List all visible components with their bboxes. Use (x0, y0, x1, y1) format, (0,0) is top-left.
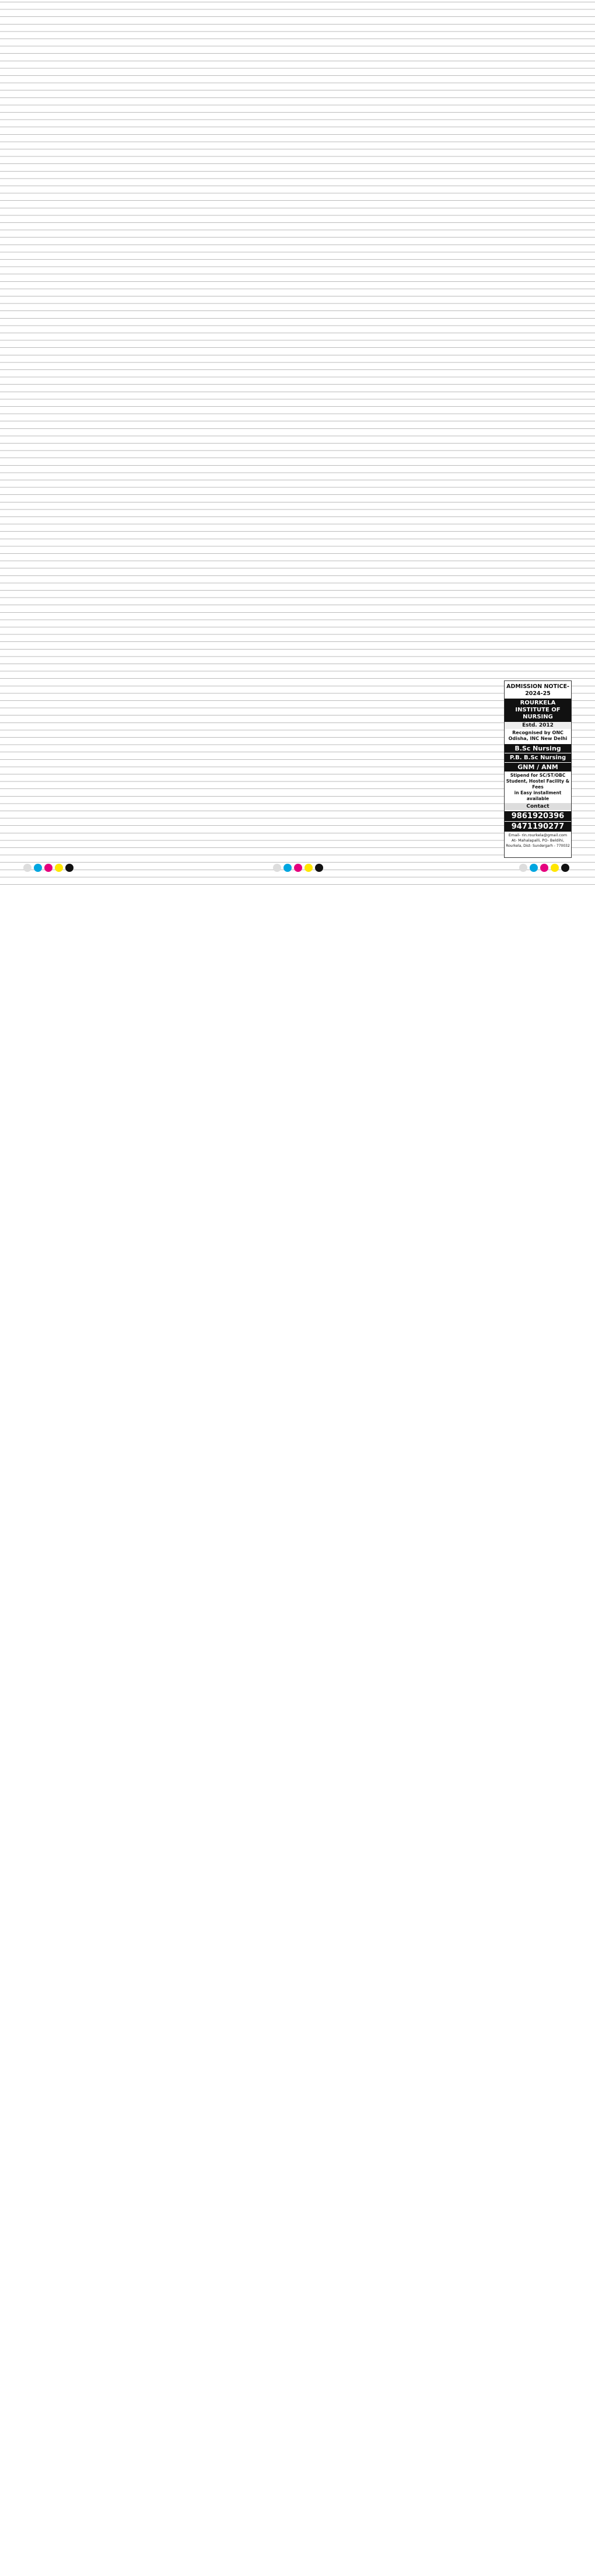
registration-marks-bottom-center (273, 864, 323, 872)
semifinal-body-1 (0, 2030, 98, 2114)
auto-body-1 (0, 2198, 82, 2239)
dhanu-body-6 (0, 888, 108, 914)
ad-notice: ADMISSION NOTICE- 2024-25 (506, 683, 569, 697)
auto-body-4 (0, 2417, 82, 2497)
ad-institute: ROURKELA INSTITUTE OF NURSING (505, 699, 571, 722)
plaque-body-2 (0, 1647, 94, 1656)
ad-contact: Contact (505, 803, 571, 810)
college-sports-body-1 (0, 1292, 82, 1368)
ad-email: Email- rin.rourkela@gmail.com (508, 833, 568, 837)
aam-kalika-body-2 (0, 1568, 63, 1603)
aam-kalika-body-6 (0, 1873, 63, 1920)
college-sports-body-2 (0, 1368, 85, 1444)
biodiversity-body-3 (0, 1255, 125, 1292)
registration-marks-bottom-right (519, 864, 569, 872)
auto-body-5 (0, 2497, 84, 2576)
ad-phone-1: 9861920396 (505, 811, 571, 821)
auto-body-3 (0, 2280, 96, 2417)
ad-installment: in Easy installment available (514, 790, 562, 801)
nursing-ad (504, 680, 572, 858)
ad-address-1: At- Mahalapalli, PO- Beldihi, (511, 838, 565, 843)
ad-facility: Student, Hostel Facility & Fees (506, 779, 570, 790)
aam-kalika-body-7 (0, 1920, 63, 1967)
ad-recognised: Recognised by ONC Odisha, INC New Delhi (508, 730, 568, 741)
aam-kalika-body-3 (0, 1603, 63, 1638)
auto-body-2 (0, 2239, 84, 2280)
ad-stipend: Stipend for SC/ST/OBC (510, 773, 566, 778)
semifinal-body-2 (0, 2114, 100, 2198)
ad-course-3: GNM / ANM (505, 763, 571, 772)
aam-kalika-body-1 (0, 1533, 63, 1568)
plaque-body-1 (0, 1638, 76, 1647)
aam-kalika-body-4 (0, 1757, 56, 1827)
plaque-body-3 (0, 1656, 64, 1743)
cricket-body (0, 1444, 98, 1533)
ad-course-1: B.Sc Nursing (505, 744, 571, 753)
ad-phone-2: 9471190277 (505, 822, 571, 832)
biodiversity-body-1 (0, 1139, 125, 1152)
school-lock-body (0, 914, 68, 1139)
plaque-body-4 (0, 1743, 142, 1757)
ad-address-2: Rourkela, Dist- Sundergarh - 770032 (506, 844, 570, 848)
court-body-2 (0, 1998, 86, 2030)
ad-course-2: P.B. B.Sc Nursing (505, 753, 571, 762)
aam-kalika-body-5 (0, 1827, 63, 1873)
court-body-1 (0, 1967, 82, 1998)
biodiversity-body-2 (0, 1152, 48, 1255)
ad-estd: Estd. 2012 (505, 722, 571, 729)
registration-marks-bottom-left (23, 864, 74, 872)
